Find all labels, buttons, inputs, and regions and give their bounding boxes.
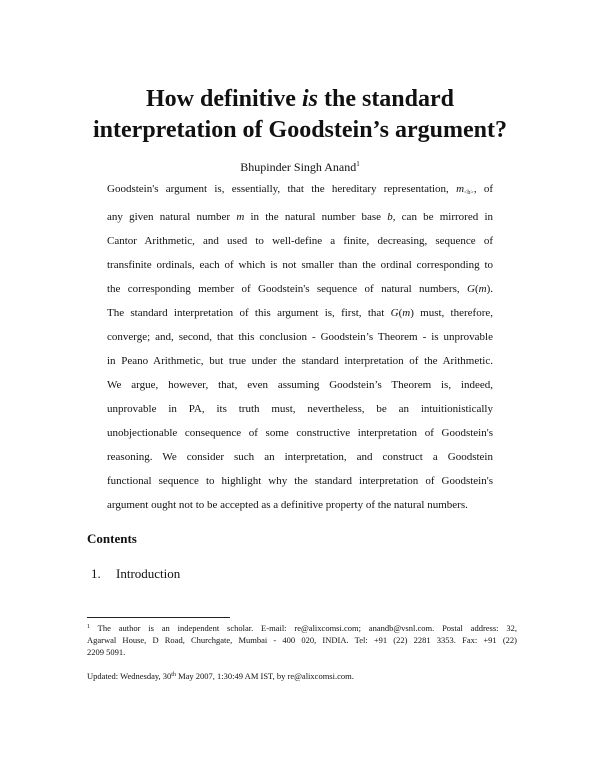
author-line (0, 156, 600, 175)
updated-timestamp: Updated: Wednesday, 30th May 2007, 1:30:49 AM IST, by re@alixcomsi.com. (87, 671, 354, 681)
abstract-line: the corresponding member of Goodstein's sequence of natural numbers, G(m). (107, 283, 493, 295)
abstract-line: reasoning. We consider such an interpretation, and construct a Goodstein (107, 451, 493, 463)
toc-item-label: Introduction (116, 566, 181, 581)
footnote (87, 621, 517, 658)
abstract-line: unprovable in PA, its truth must, nevertheless, be an intuitionistically (107, 403, 493, 415)
abstract (107, 177, 493, 517)
abstract-line: transfinite ordinals, each of which is not smaller than the ordinal corresponding to (107, 259, 493, 271)
contents-heading: Contents (87, 531, 137, 546)
footnote-divider (87, 617, 230, 618)
title-emphasis: is (301, 86, 318, 112)
title-line2: interpretation of Goodstein’s argument? (93, 117, 507, 143)
title-line1-start: How definitive (145, 86, 302, 112)
abstract-line: in Peano Arithmetic, but true under the standard interpretation of the Arithmetic. (107, 355, 493, 367)
footnote-line: $^1$ The author is an independent scholar. E-mail: re@alixcomsi.com; anandb@vsnl.com. Postal address: 32, (87, 623, 517, 633)
footnote-line: 2209 5091. (87, 647, 126, 657)
abstract-line: functional sequence to highlight why the standard interpretation of Goodstein's (107, 475, 493, 487)
abstract-line: unobjectionable consequence of some constructive interpretation of Goodstein's (107, 427, 493, 439)
title-line1-end: the standard (317, 86, 455, 112)
abstract-line: converge; and, second, that this conclusion - Goodstein’s Theorem - is unprovable (107, 331, 493, 343)
toc-item-introduction[interactable] (91, 565, 180, 583)
abstract-line: Cantor Arithmetic, and used to well-define a finite, decreasing, sequence of (107, 235, 493, 247)
author-name: Bhupinder Singh Anand (240, 160, 357, 174)
abstract-line: The standard interpretation of this argument is, first, that G(m) must, therefore, (107, 307, 493, 319)
author-footnote-mark[interactable]: 1 (356, 160, 360, 168)
abstract-line: any given natural number m in the natural number base b, can be mirrored in (107, 211, 493, 223)
footnote-line: Agarwal House, D Road, Churchgate, Mumbai - 400 020, INDIA. Tel: +91 (22) 2281 3353. Fax: +91 (22) (87, 635, 517, 645)
toc-item-number: 1. (91, 566, 101, 581)
abstract-line: Goodstein's argument is, essentially, that the hereditary representation, $m_{<b>}$, of (107, 183, 493, 196)
abstract-line: We argue, however, that, even assuming Goodstein’s Theorem is, indeed, (107, 379, 493, 391)
paper-title (60, 84, 540, 146)
abstract-line: argument ought not to be accepted as a definitive property of the natural numbers. (107, 499, 468, 511)
footnote-mark: 1 (87, 624, 90, 630)
